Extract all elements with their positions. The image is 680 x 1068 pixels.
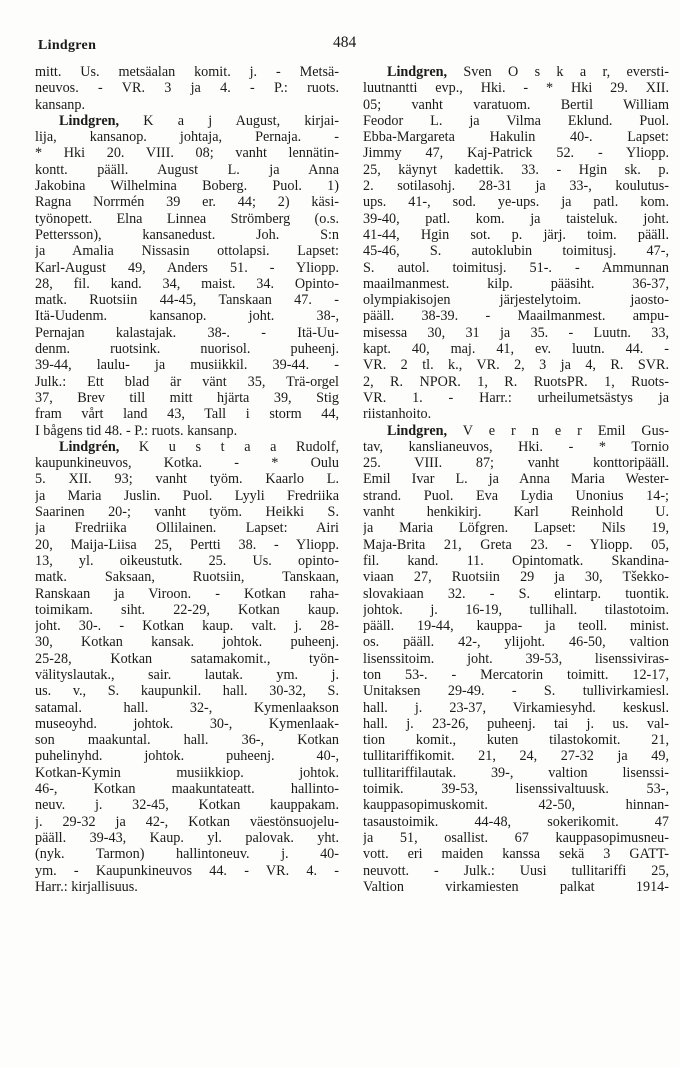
text-line: strand. Puol. Eva Lydia Unonius 14-;: [363, 487, 669, 504]
text-line: misessa 30, 31 ja 35. - Luutn. 33,: [363, 324, 669, 341]
text-line: tion komit., kuten tilastokomit. 21,: [363, 732, 669, 749]
text-line: I bågens tid 48. - P.: ruots. kansanp.: [35, 422, 238, 439]
text-line: kansanp.: [35, 96, 86, 113]
text-line: maailmanmest. kilp. pääsiht. 36-37,: [363, 275, 669, 292]
text-line: lija, kansanop. johtaja, Pernaja. -: [35, 129, 339, 146]
entry-first-line: [35, 439, 339, 455]
text-line: Ranskaan ja Viroon. - Kotkan raha-: [35, 585, 339, 602]
entry-text: Sven O s k a r, eversti-: [447, 64, 669, 80]
text-line: pääll. 39-43, Kaup. yl. palovak. yht.: [35, 829, 339, 846]
text-line: hall. j. 23-37, Virkamiesyhd. keskusl.: [363, 699, 669, 716]
text-line: puhelinyhd. johtok. puheenj. 40-,: [35, 748, 339, 765]
entry-first-line: [35, 113, 339, 129]
text-line: Feodor L. ja Vilma Eklund. Puol.: [363, 112, 669, 129]
text-line: Pettersson), kansanedust. Joh. S:n: [35, 226, 339, 243]
text-line: 2, R. NPOR. 1, R. RuotsPR. 1, Ruots-: [363, 373, 669, 390]
text-line: ups. 41-, sod. ye-ups. ja patl. kom.: [363, 194, 669, 211]
text-line: kapt. 40, maj. 41, ev. luutn. 44. -: [363, 341, 669, 358]
text-line: 25. VIII. 87; vanht konttoripääll.: [363, 455, 669, 472]
text-line: VR. 2 tl. k., VR. 2, 3 ja 4, R. SVR.: [363, 357, 669, 374]
text-line: 20, Maija-Liisa 25, Pertti 38. - Yliopp.: [35, 536, 339, 553]
entry-first-line: [363, 423, 669, 439]
text-line: us. v., S. kaupunkil. hall. 30-32, S.: [35, 683, 339, 700]
text-line: pääll. 38-39. - Maailmanmest. ampu-: [363, 308, 669, 325]
text-line: j. 29-32 ja 42-, Kotkan väestönsuojelu-: [35, 813, 339, 830]
text-line: 45-46, S. autoklubin toimitusj. 47-,: [363, 243, 669, 260]
text-line: 46-, Kotkan maakuntateatt. hallinto-: [35, 781, 339, 798]
text-line: Kotkan-Kymin musiikkiop. johtok.: [35, 764, 339, 781]
right-column: [363, 64, 669, 895]
running-head: Lindgren: [38, 38, 97, 53]
text-line: Maja-Brita 21, Greta 23. - Yliopp. 05,: [363, 536, 669, 553]
text-line: Pernajan kalastajak. 38-. - Itä-Uu-: [35, 324, 339, 341]
text-line: neuvos. - VR. 3 ja 4. - P.: ruots.: [35, 80, 339, 97]
text-line: pääll. 19-44, kauppa- ja teoll. minist.: [363, 618, 669, 635]
text-line: neuvott. - Julk.: Uusi tullitariffi 25,: [363, 862, 669, 879]
text-line: Emil Ivar L. ja Anna Maria Wester-: [363, 471, 669, 488]
text-line: denm. ruotsink. nuorisol. puheenj.: [35, 341, 339, 358]
text-line: ja 51, osallist. 67 kauppasopimusneu-: [363, 829, 669, 846]
text-line: ja Fredriika Ollilainen. Lapset: Airi: [35, 520, 339, 537]
text-line: museoyhd. johtok. 30-, Kymenlaak-: [35, 715, 339, 732]
text-line: Unitaksen 29-49. - S. tullivirkamiesl.: [363, 683, 669, 700]
text-line: satamal. hall. 32-, Kymenlaakson: [35, 699, 339, 716]
text-line: johtok. j. 16-19, tullihall. tilastotoim.: [363, 601, 669, 618]
text-line: 30, Kotkan kansak. johtok. puheenj.: [35, 634, 339, 651]
text-line: os. pääll. 42-, ylijoht. 46-50, valtion: [363, 634, 669, 651]
text-line: Ebba-Margareta Hakulin 40-. Lapset:: [363, 129, 669, 146]
text-line: Jakobina Wilhelmina Boberg. Puol. 1): [35, 178, 339, 195]
page-number: 484: [333, 34, 357, 51]
text-line: 5. XII. 93; vanht työm. Kaarlo L.: [35, 471, 339, 488]
text-line: tullitariffikomit. 21, 24, 27-32 ja 49,: [363, 748, 669, 765]
text-line: lisenssitoim. joht. 39-53, lisenssiviras-: [363, 650, 669, 667]
text-line: kontt. pääll. August L. ja Anna: [35, 161, 339, 178]
text-line: 41-44, Hgin sot. p. järj. toim. pääll.: [363, 226, 669, 243]
text-line: toimik. 39-53, lisenssivaltuusk. 53-,: [363, 781, 669, 798]
text-line: tasaustoimik. 44-48, sokerikomit. 47: [363, 813, 669, 830]
entry-text: K u s t a a Rudolf,: [119, 438, 339, 455]
text-line: 39-40, patl. kom. ja taisteluk. joht.: [363, 210, 669, 227]
text-line: välityslautak., sair. lautak. ym. j.: [35, 666, 339, 683]
text-line: 39-44, laulu- ja musiikkil. 39-44. -: [35, 357, 339, 374]
text-line: mitt. Us. metsäalan komit. j. - Metsä-: [35, 64, 339, 80]
text-line: Valtion virkamiesten palkat 1914-: [363, 878, 669, 895]
text-line: Itä-Uudenm. kansanop. joht. 38-,: [35, 308, 339, 325]
text-line: VR. 1. - Harr.: urheilumetsästys ja: [363, 389, 669, 406]
text-line: * Hki 20. VIII. 08; vanht lennätin-: [35, 145, 339, 162]
text-line: matk. Saksaan, Ruotsiin, Tanskaan,: [35, 569, 339, 586]
text-line: riistanhoito.: [363, 406, 432, 423]
entry-headword: Lindgren,: [59, 112, 120, 129]
text-line: olympiakisojen järjestelytoim. jaosto-: [363, 292, 669, 309]
text-line: son maakuntal. hall. 36-, Kotkan: [35, 732, 339, 749]
text-line: (nyk. Tarmon) hallintoneuv. j. 40-: [35, 846, 339, 863]
text-line: ja Maria Juslin. Puol. Lyyli Fredriika: [35, 487, 339, 504]
entry-headword: Lindgren,: [387, 64, 448, 80]
text-line: toimikam. siht. 22-29, Kotkan kaup.: [35, 601, 339, 618]
text-line: 05; vanht varatuom. Bertil William: [363, 96, 669, 113]
entry-text: K a j August, kirjai-: [119, 112, 339, 129]
text-line: tav, kanslianeuvos, Hki. - * Tornio: [363, 438, 669, 455]
text-line: tullitariffilautak. 39-, valtion lisenssi-: [363, 764, 669, 781]
text-line: kauppasopimuskomit. 42-50, hinnan-: [363, 797, 669, 814]
text-line: 28, fil. kand. 34, maist. 34. Opinto-: [35, 275, 339, 292]
text-line: Ragna Norrmén 39 er. 44; 2) käsi-: [35, 194, 339, 211]
text-line: Harr.: kirjallisuus.: [35, 878, 138, 895]
text-line: neuv. j. 32-45, Kotkan kauppakam.: [35, 797, 339, 814]
text-line: 25-28, Kotkan satamakomit., työn-: [35, 650, 339, 667]
text-line: joht. 30-. - Kotkan kaup. valt. j. 28-: [35, 618, 339, 635]
text-line: fil. kand. 11. Opintomatk. Skandina-: [363, 552, 669, 569]
text-line: S. autol. toimitusj. 51-. - Ammunnan: [363, 259, 669, 276]
text-line: 2. sotilasohj. 28-31 ja 33-, koulutus-: [363, 178, 669, 195]
entry-text: V e r n e r Emil Gus-: [447, 422, 669, 439]
text-line: ton 53-. - Mercatorin toimitt. 12-17,: [363, 666, 669, 683]
text-line: ja Maria Löfgren. Lapset: Nils 19,: [363, 520, 669, 537]
text-line: 37, Brev till mitt hjärta 39, Stig: [35, 389, 339, 406]
text-line: ja Amalia Nissasin ottolapsi. Lapset:: [35, 243, 339, 260]
text-line: 13, yl. oikeustutk. 25. Us. opinto-: [35, 552, 339, 569]
left-column: [35, 64, 339, 895]
text-line: 25, käynyt kadettik. 33. - Hgin sk. p.: [363, 161, 669, 178]
text-line: Saarinen 20-; vanht työm. Heikki S.: [35, 504, 339, 521]
text-line: kaupunkineuvos, Kotka. - * Oulu: [35, 455, 339, 472]
text-line: Karl-August 49, Anders 51. - Yliopp.: [35, 259, 339, 276]
text-line: vott. eri maiden kanssa sekä 3 GATT-: [363, 846, 669, 863]
text-line: Julk.: Ett blad är vänt 35, Trä-orgel: [35, 373, 339, 390]
entry-headword: Lindgren,: [387, 422, 448, 439]
text-line: luutnantti evp., Hki. - * Hki 29. XII.: [363, 80, 669, 97]
text-line: slovakiaan 32. - S. elintarp. tuontik.: [363, 585, 669, 602]
text-line: viaan 27, Ruotsiin 29 ja 30, Tšekko-: [363, 569, 669, 586]
entry-first-line: [363, 64, 669, 80]
text-line: hall. j. 23-26, puheenj. tai j. us. val-: [363, 715, 669, 732]
text-line: työnopett. Elna Linnea Strömberg (o.s.: [35, 210, 339, 227]
entry-headword: Lindgrén,: [59, 438, 120, 455]
text-line: vanht henkikirj. Karl Reinhold U.: [363, 504, 669, 521]
text-line: ym. - Kaupunkineuvos 44. - VR. 4. -: [35, 862, 339, 879]
text-line: Jimmy 47, Kaj-Patrick 52. - Yliopp.: [363, 145, 669, 162]
text-line: matk. Ruotsiin 44-45, Tanskaan 47. -: [35, 292, 339, 309]
text-line: fram vårt land 43, Tall i storm 44,: [35, 406, 339, 423]
